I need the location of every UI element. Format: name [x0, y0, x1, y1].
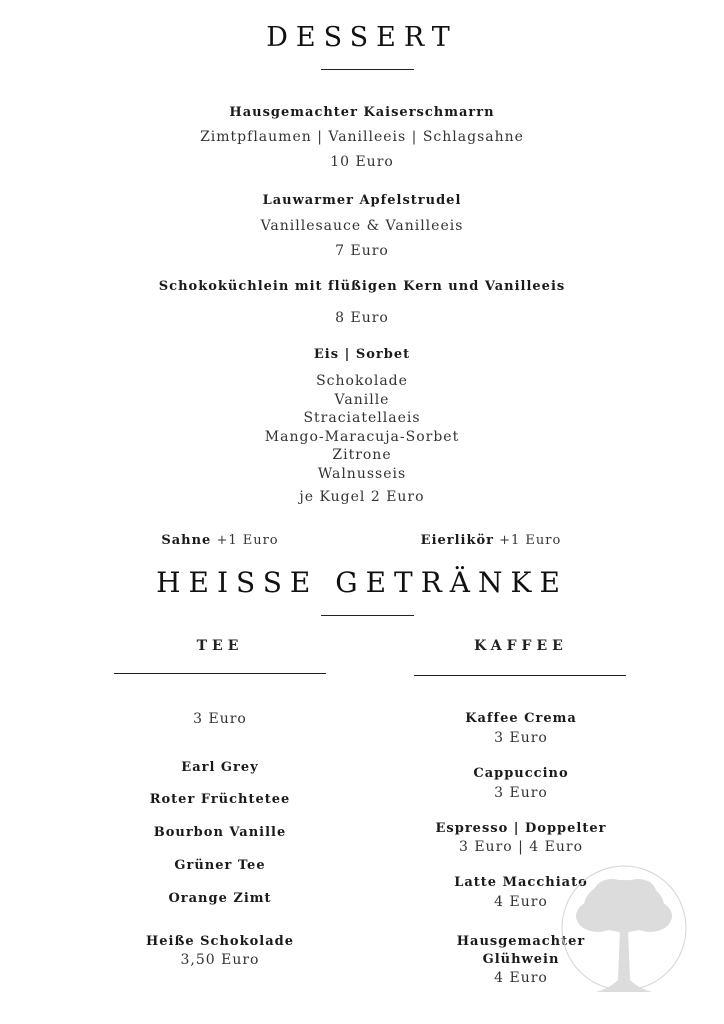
tea-item: Orange Zimt: [168, 891, 272, 906]
coffee-item-name: Kaffee Crema: [465, 711, 577, 726]
tea-item: Bourbon Vanille: [153, 825, 287, 840]
ice-flavor: Straciatellaeis: [303, 410, 421, 426]
coffee-item-price: 3 Euro: [494, 730, 548, 746]
item-apfelstrudel-price: 7 Euro: [335, 243, 389, 259]
coffee-item-name: Hausgemachter: [456, 934, 586, 949]
hot-drinks-title: HEISSE GETRÄNKE: [156, 566, 568, 599]
item-eis-sorbet-price: je Kugel 2 Euro: [299, 489, 425, 505]
tea-item: Grüner Tee: [174, 858, 266, 873]
coffee-item-price: 3 Euro: [494, 785, 548, 801]
extra-sahne-price: +1 Euro: [216, 533, 279, 548]
coffee-header-divider: [414, 675, 626, 676]
dessert-title-divider: [321, 69, 414, 70]
ice-flavor: Zitrone: [332, 447, 392, 463]
ice-flavor: Walnusseis: [317, 465, 407, 482]
extra-sahne: [114, 529, 326, 548]
item-schokokuechlein-price: 8 Euro: [335, 310, 389, 326]
ice-flavor: Mango-Maracuja-Sorbet: [264, 428, 460, 445]
coffee-item-price: 4 Euro: [494, 970, 548, 986]
item-kaiserschmarrn-price: 10 Euro: [330, 154, 394, 170]
tea-item: Roter Früchtetee: [149, 792, 291, 807]
tree-icon: [560, 862, 688, 1014]
hot-chocolate-price: 3,50 Euro: [180, 952, 260, 968]
tea-header-divider: [114, 673, 326, 674]
item-eis-sorbet-name: Eis | Sorbet: [313, 347, 411, 362]
item-kaiserschmarrn-desc: Zimtpflaumen | Vanilleeis | Schlagsahne: [200, 129, 524, 145]
tea-header: TEE: [196, 638, 244, 654]
hot-chocolate-name: Heiße Schokolade: [146, 934, 294, 949]
coffee-item-name: Cappuccino: [473, 766, 569, 781]
extra-eierlikoer: [386, 529, 596, 548]
hot-drinks-title-divider: [321, 615, 414, 616]
ice-flavor: Vanille: [334, 391, 390, 408]
ice-flavor-list: [0, 372, 724, 483]
item-apfelstrudel-name: Lauwarmer Apfelstrudel: [262, 193, 462, 208]
coffee-item-price: 3 Euro | 4 Euro: [458, 839, 584, 855]
tea-price: 3 Euro: [193, 711, 247, 727]
dessert-title: DESSERT: [266, 22, 458, 53]
extra-sahne-name: Sahne: [161, 533, 212, 548]
item-apfelstrudel-desc: Vanillesauce & Vanilleeis: [260, 218, 464, 234]
extra-eierlikoer-price: +1 Euro: [499, 533, 562, 548]
item-schokokuechlein-name: Schokoküchlein mit flüßigen Kern und Vanilleeis: [158, 279, 566, 294]
tea-item: Earl Grey: [181, 760, 259, 775]
ice-flavor: Schokolade: [316, 373, 408, 389]
extra-eierlikoer-name: Eierlikör: [420, 533, 495, 548]
coffee-item-name: Glühwein: [482, 952, 560, 967]
item-kaiserschmarrn-name: Hausgemachter Kaiserschmarrn: [229, 105, 495, 120]
coffee-header: KAFFEE: [474, 638, 568, 654]
coffee-item-price: 4 Euro: [494, 894, 548, 910]
coffee-item-name: Espresso | Doppelter: [435, 821, 607, 836]
coffee-item-name: Latte Macchiato: [454, 875, 588, 890]
